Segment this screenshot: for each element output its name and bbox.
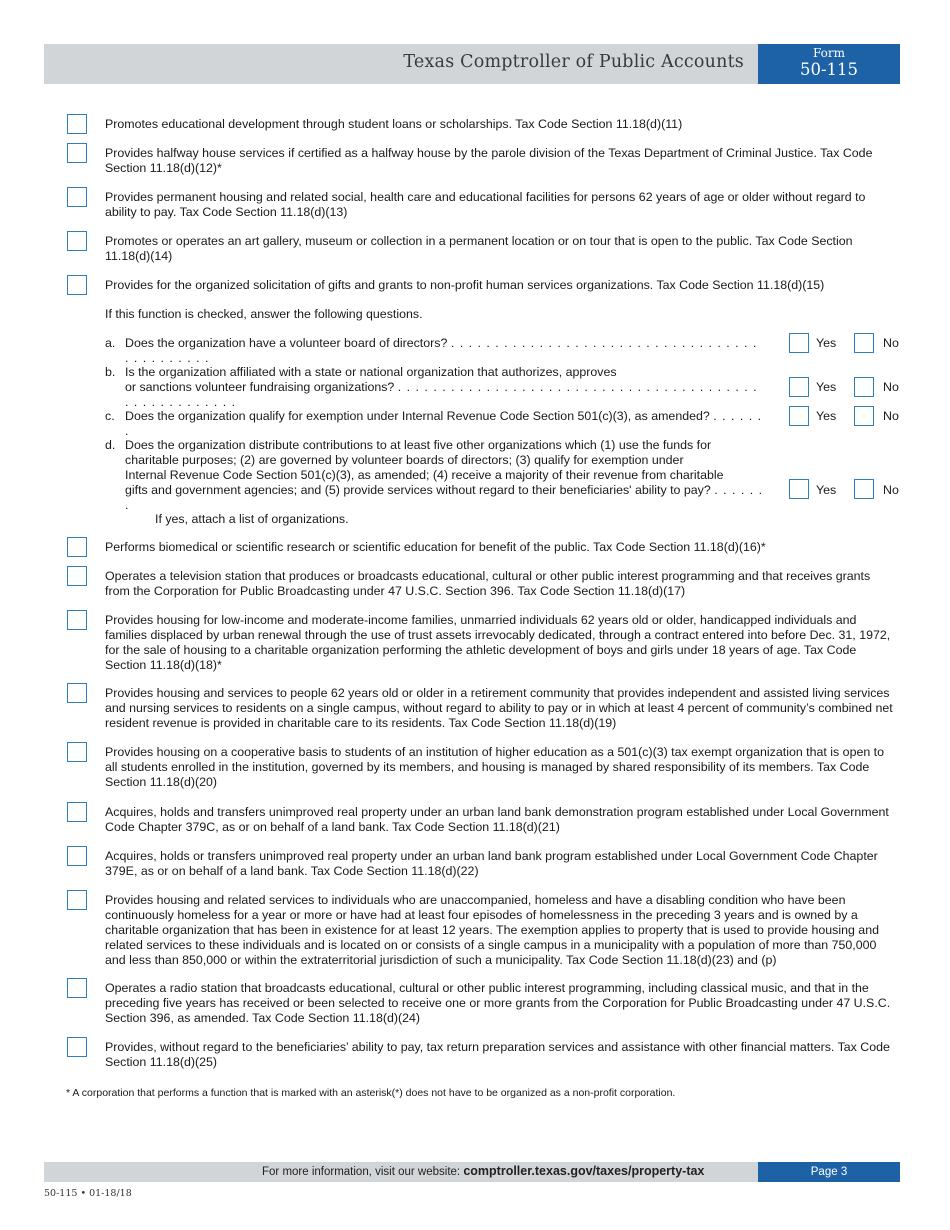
item-19-checkbox[interactable] [67,683,87,703]
question-a-letter: a. [105,336,116,350]
question-d-text: Does the organization distribute contributions to at least five other organizations which (1) use the funds for charitable purposes; (2) are governed by volunteer boards of directors; (3) qualify for exemption under Internal Revenue Code Section 501(c)(3), as amended; (4) receive a majority of their revenue from charitable gifts and government agencies; and (5) provide services without regard to their beneficiaries' ability to pay? . . . . . . . [125,438,764,512]
item-15-text: Provides for the organized solicitation of gifts and grants to non-profit human services organizations. Tax Code Section 11.18(d)(15) [105,278,825,292]
item-13-text: Provides permanent housing and related social, health care and educational facilities for persons 62 years of age or older without regard to ability to pay. Tax Code Section 11.18(d)(13) [105,190,866,219]
asterisk-footnote: * A corporation that performs a function that is marked with an asterisk(*) does not have to be organized as a non-profit corporation. [66,1087,676,1099]
item-22-text: Acquires, holds or transfers unimproved real property under an urban land bank program established under Local Government Code Chapter 379E, as or on behalf of a land bank. Tax Code Section 11.18(d)(22) [105,849,878,878]
question-d-no-checkbox[interactable] [854,479,874,499]
item-12-checkbox[interactable] [67,143,87,163]
item-16-text: Performs biomedical or scientific research or scientific education for benefit of the public. Tax Code Section 11.18(d)(16)* [105,540,766,554]
agency-title: Texas Comptroller of Public Accounts [403,52,744,72]
question-c-no-checkbox[interactable] [854,406,874,426]
item-23-text: Provides housing and related services to individuals who are unaccompanied, homeless and have a disabling condition who have been continuously homeless for a year or more or have had at least four episodes of homelessness in the preceding 3 years and is owned by a charitable organization that has been in existence for at least 12 years. The exemption applies to property that is used to provide housing and related services to these individuals and is located on or consists of a single campus in a municipality with a population of more than 750,000 and less than 850,000 or within the extraterritorial jurisdiction of such a municipality. Tax Code Section 11.18(d)(23) and (p) [105,893,879,967]
item-18-checkbox[interactable] [67,610,87,630]
question-a-no-label: No [883,336,899,350]
attach-note: If yes, attach a list of organizations. [155,512,349,526]
website-link[interactable]: comptroller.texas.gov/taxes/property-tax [463,1164,705,1178]
form-revision-code: 50-115 • 01-18/18 [44,1188,132,1199]
item-11-text: Promotes educational development through student loans or scholarships. Tax Code Section 11.18(d)(11) [105,117,683,131]
question-b-no-label: No [883,380,899,394]
item-21-text: Acquires, holds and transfers unimproved real property under an urban land bank demonstration program established under Local Government Code Chapter 379C, as or on behalf of a land bank. Tax Code Section 11.18(d)(21) [105,805,889,834]
item-19-text: Provides housing and services to people 62 years old or older in a retirement community that provides independent and assisted living services and nursing services to residents on a single campus, without regard to ability to pay or in which at least 4 percent of community’s combined net resident revenue is provided in charitable care to its residents. Tax Code Section 11.18(d)(19) [105,686,893,730]
form-label: Form [812,46,845,60]
item-18-text: Provides housing for low-income and moderate-income families, unmarried individuals 62 years old or older, handicapped individuals and families displaced by urban renewal through the use of trust assets irrevocably dedicated, through a contract entered into before Dec. 31, 1972, for the sale of housing to a charitable organization performing the athletic development of boys and girls under 18 years of age. Tax Code Section 11.18(d)(18)* [105,613,891,672]
item-23-checkbox[interactable] [67,890,87,910]
question-a-yes-checkbox[interactable] [789,333,809,353]
item-15-checkbox[interactable] [67,275,87,295]
form-number-box [758,44,900,84]
question-d-no-label: No [883,483,899,497]
question-c-yes-label: Yes [816,409,837,423]
item-16-checkbox[interactable] [67,537,87,557]
item-21-checkbox[interactable] [67,802,87,822]
item-12-text: Provides halfway house services if certified as a halfway house by the parole division of the Texas Department of Criminal Justice. Tax Code Section 11.18(d)(12)* [105,146,873,175]
item-20-checkbox[interactable] [67,742,87,762]
question-d-yes-checkbox[interactable] [789,479,809,499]
item-14-text: Promotes or operates an art gallery, museum or collection in a permanent location or on tour that is open to the public. Tax Code Section 11.18(d)(14) [105,234,853,263]
item-25-checkbox[interactable] [67,1037,87,1057]
question-c-yes-checkbox[interactable] [789,406,809,426]
item-20-text: Provides housing on a cooperative basis to students of an institution of higher education as a 501(c)(3) tax exempt organization that is open to all students enrolled in the institution, governed by its members, and housing is managed by shared responsibility of its members. Tax Code Section 11.18(d)(20) [105,745,885,789]
item-17-text: Operates a television station that produces or broadcasts educational, cultural or other public interest programming and that receives grants from the Corporation for Public Broadcasting under 47 U.S.C. Section 396. Tax Code Section 11.18(d)(17) [105,569,871,598]
item-17-checkbox[interactable] [67,566,87,586]
footer-info: For more information, visit our website: comptroller.texas.gov/taxes/property-tax [262,1164,705,1178]
question-b-text: Is the organization affiliated with a state or national organization that authorizes, approves or sanctions volunteer fundraising organizations? . . . . . . . . . . . . . . . . . . . . . . . . . . . . . . . . . . . . . . . . . . . . . . . . . . . . . . [125,365,758,409]
question-d-yes-label: Yes [816,483,837,497]
item-13-checkbox[interactable] [67,187,87,207]
question-b-yes-label: Yes [816,380,837,394]
question-a-yes-label: Yes [816,336,837,350]
question-b-letter: b. [105,365,116,379]
question-b-yes-checkbox[interactable] [789,377,809,397]
question-c-letter: c. [105,409,115,423]
question-c-no-label: No [883,409,899,423]
item-14-checkbox[interactable] [67,231,87,251]
form-number: 50-115 [799,60,859,79]
item-24-text: Operates a radio station that broadcasts educational, cultural or other public interest programming, including classical music, and that in the preceding five years has received or been selected to receive one or more grants from the Corporation for Public Broadcasting under 47 U.S.C. Section 396, as amended. Tax Code Section 11.18(d)(24) [105,981,891,1025]
question-a-no-checkbox[interactable] [854,333,874,353]
question-c-text: Does the organization qualify for exemption under Internal Revenue Code Section 501(c)(3), as amended? . . . . . . . [125,409,763,438]
question-d-letter: d. [105,438,116,452]
item-24-checkbox[interactable] [67,978,87,998]
question-b-no-checkbox[interactable] [854,377,874,397]
question-a-text: Does the organization have a volunteer board of directors? . . . . . . . . . . . . . . . . . . . . . . . . . . . . . . . . . . . . . . . . . . . . . [125,336,758,365]
sub-intro: If this function is checked, answer the following questions. [105,307,423,321]
item-22-checkbox[interactable] [67,846,87,866]
page-number: Page 3 [758,1162,900,1182]
item-11-checkbox[interactable] [67,114,87,134]
item-25-text: Provides, without regard to the beneficiaries’ ability to pay, tax return preparation services and assistance with other financial matters. Tax Code Section 11.18(d)(25) [105,1040,890,1069]
